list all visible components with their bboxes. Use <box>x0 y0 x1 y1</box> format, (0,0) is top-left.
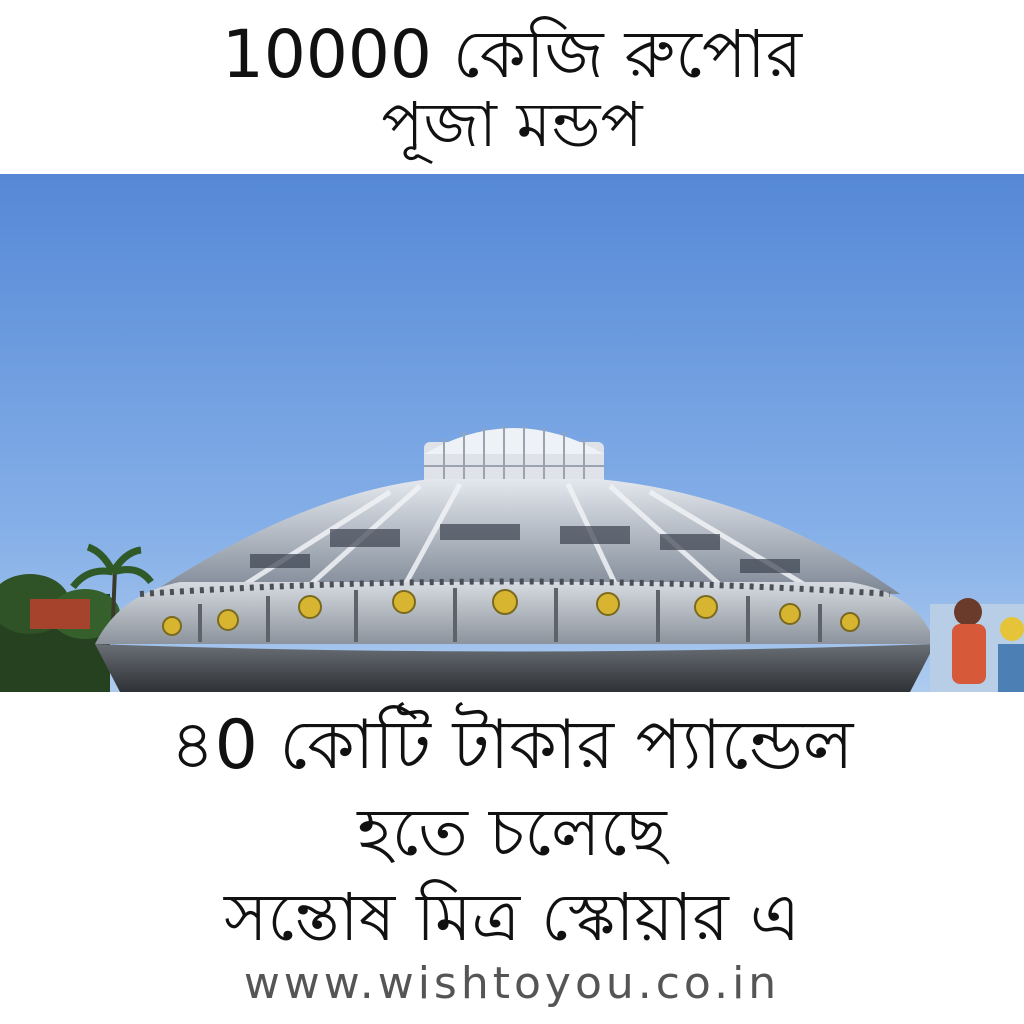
pandal-photo <box>0 174 1024 692</box>
headline-top-line-2: পূজা মন্ডপ <box>381 88 643 161</box>
headline-bottom-line-1: ৪0 কোটি টাকার প্যান্ডেল <box>170 706 854 785</box>
headline-bottom-line-2: হতে চলেছে <box>357 794 667 871</box>
banner-figure <box>930 598 1024 692</box>
watermark-url: www.wishtoyou.co.in <box>243 958 781 1009</box>
headline-top-line-1: 10000 কেজি রুপোর <box>221 16 803 93</box>
headline-bottom-line-3: সন্তোষ মিত্র স্কোয়ার এ <box>223 879 801 956</box>
